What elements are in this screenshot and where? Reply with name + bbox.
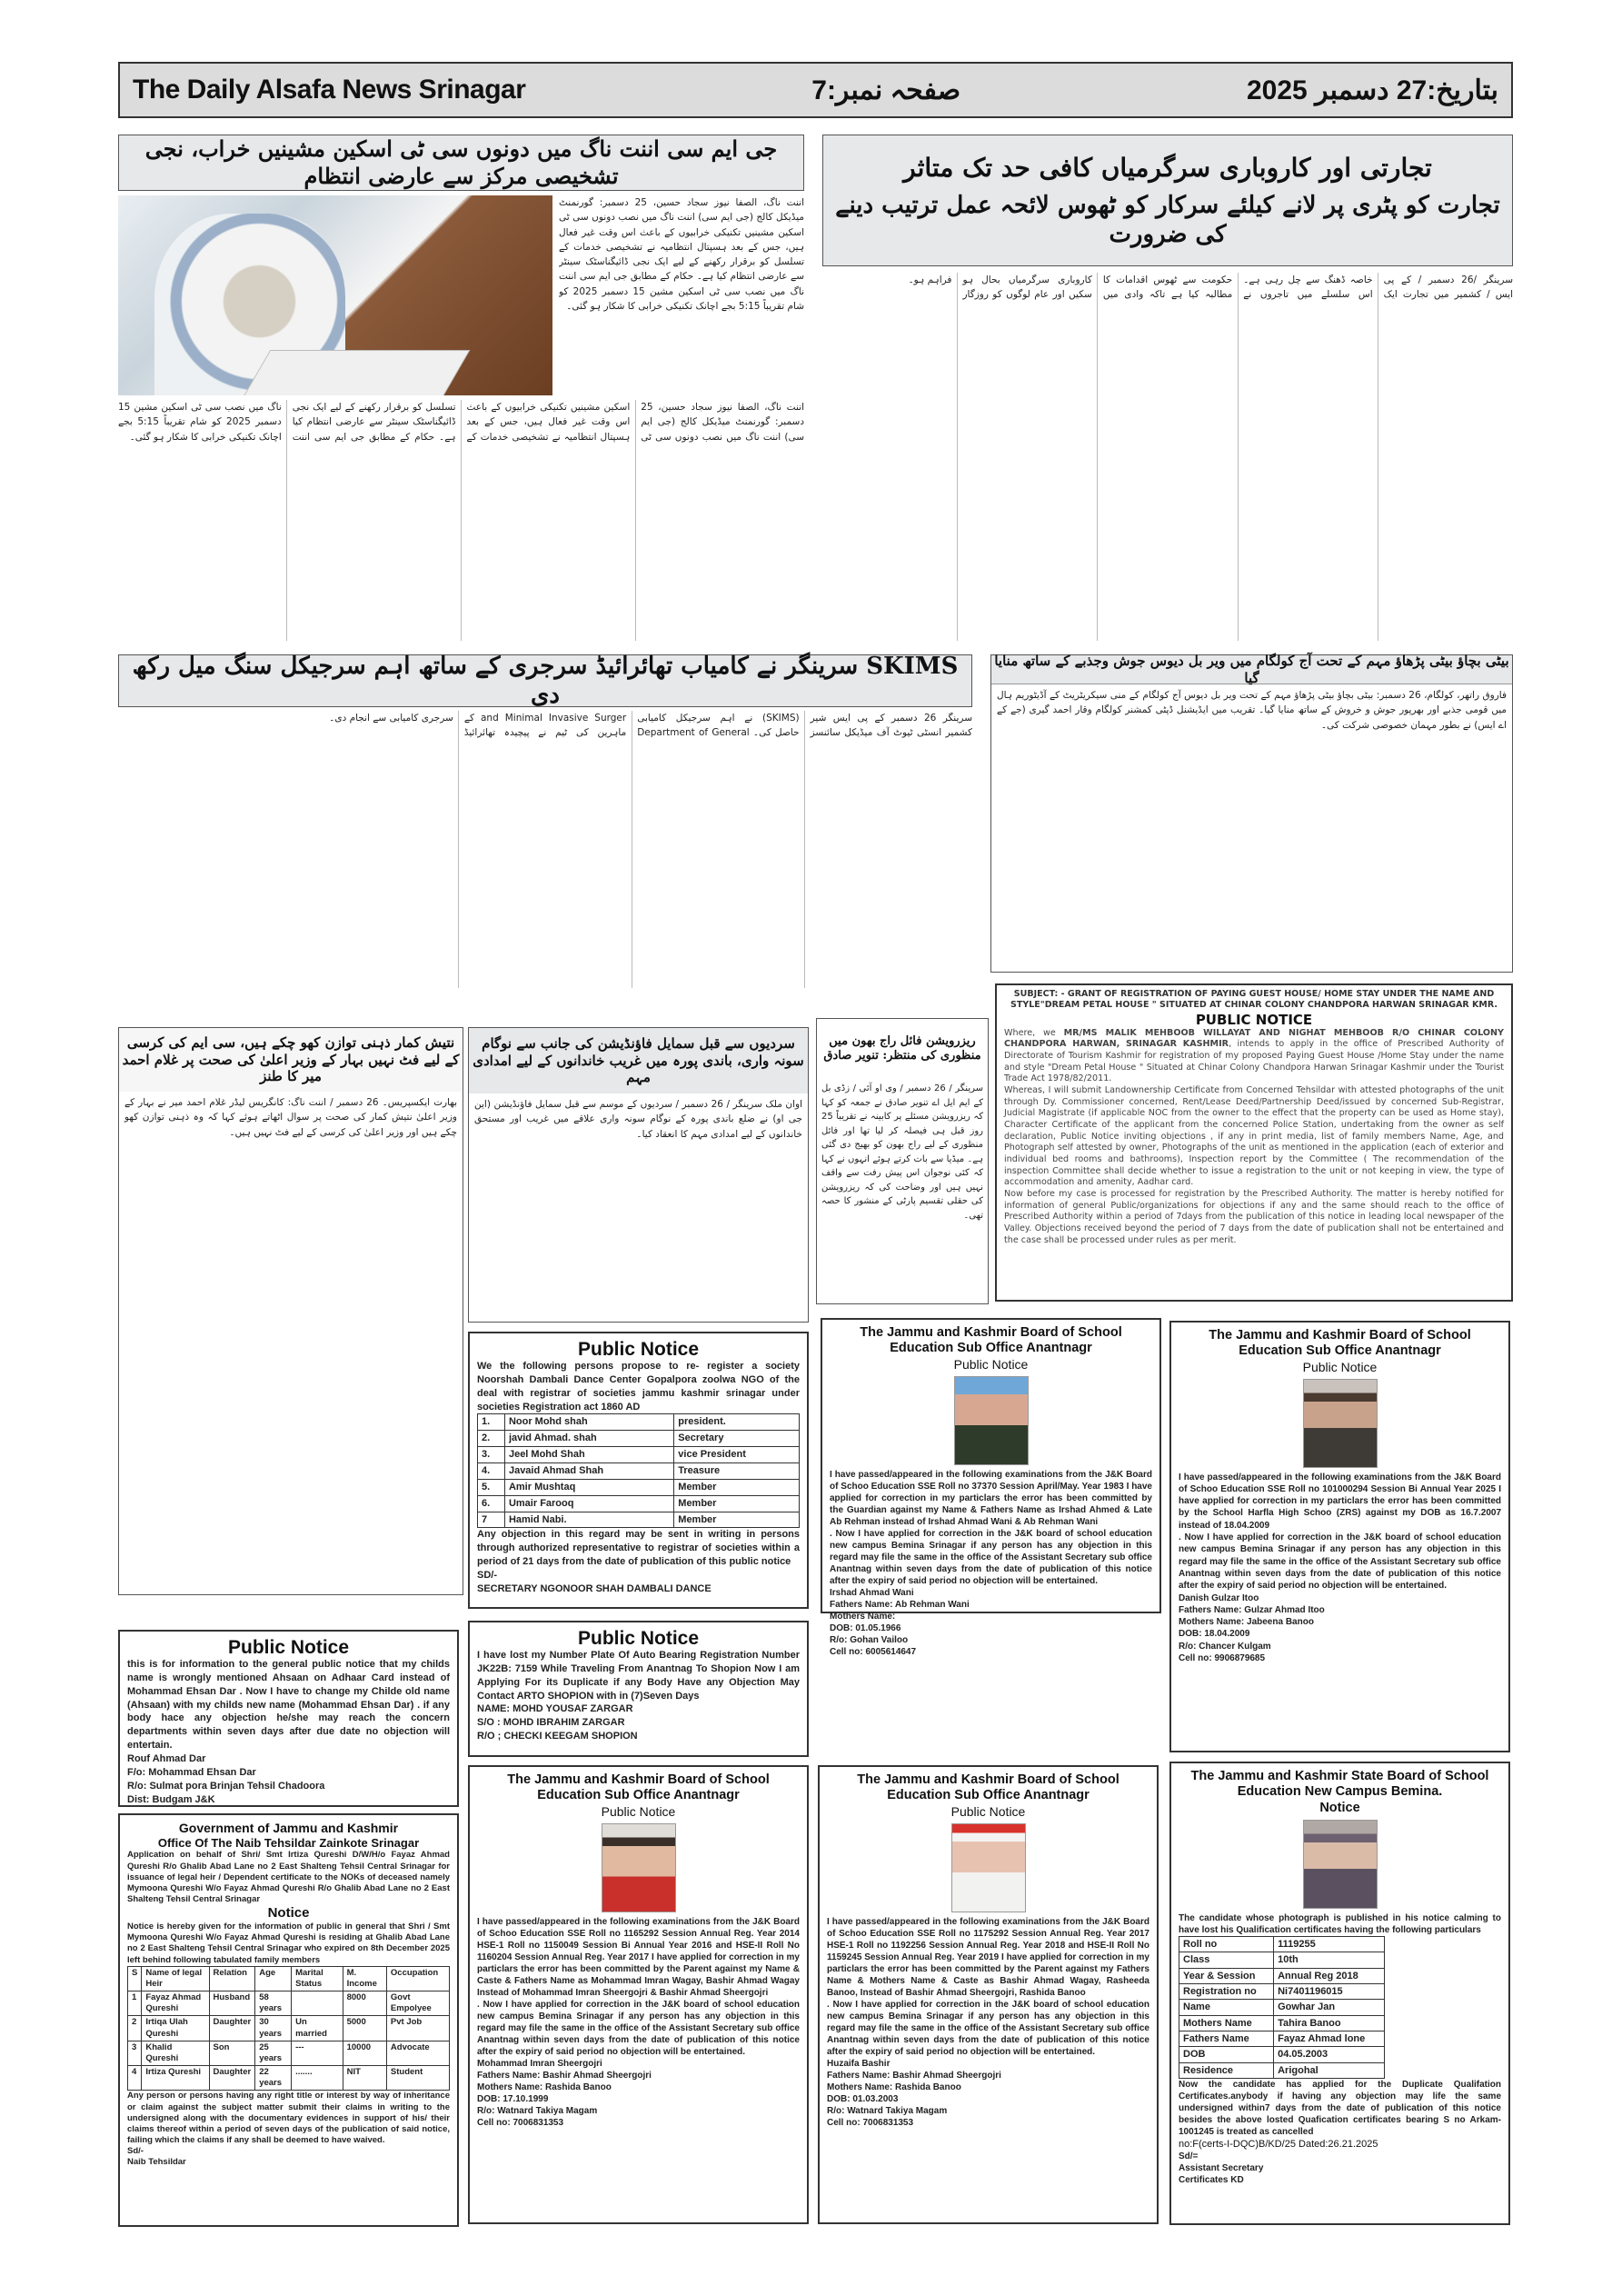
heirs-table (127, 1966, 450, 2091)
column-header: Relation (209, 1966, 255, 1991)
member-role: Treasure (674, 1463, 800, 1480)
headline-nitish: نتیش کمار ذہنی توازن کھو چکے ہیں، سی ایم کی کرسی کے لیے فٹ نہیں بہار کے وزیر اعلیٰ کی صحت پر غلام احمد میر کا طنز (119, 1028, 463, 1092)
detail-line: F/o: Mohammad Ehsan Dar (127, 1766, 256, 1778)
article-body-reservation: سرینگر / 26 دسمبر / وی او آئی / زڈی بل کے ایم ایل اے تنویر صادق نے جمعہ کو کہا کہ ریزرویشن مسئلے پر کابینہ نے تقریباً 25 روز قبل ہی فیصلہ کر لیا تھا اور فائل منظوری کے لیے راج بھون کو بھیج دی گئی ہے۔ میڈیا سے بات کرتے ہوئے انہوں نے کہا کہ کئی نوجوان اس پیش رفت سے واقف نہیں ہیں اور وضاحت کی کہ ریزرویشن کی حقلی تقسیم پارٹی کے منشور کا حصہ تھی۔ (821, 1083, 983, 1221)
detail-line: Rouf Ahmad Dar (127, 1753, 206, 1764)
field-label: DOB (1179, 2047, 1274, 2062)
detail-line: Danish Gulzar Itoo (1179, 1592, 1259, 1603)
field-value: Ni7401196015 (1274, 1984, 1385, 2000)
table-cell: 8000 (343, 1992, 386, 2016)
detail-line: R/o: Watnard Takiya Magam (827, 2105, 948, 2116)
column-header: Name of legal Heir (142, 1966, 209, 1991)
notice-jkbose-state (1169, 1762, 1510, 2225)
notice-body-2: . Now I have applied for correction in the J&K board of school education new campus Bemina Srinagar if any person has any objection in this regard may file the same in the office of the Assistant Secretary sub office Anantnag within seven days from the date of publication of this notice after the expiry of said period no objection will be entertained. (830, 1528, 1152, 1586)
detail-line: Mothers Name: Jabeena Banoo (1179, 1617, 1314, 1628)
headline-reservation: ریزرویشن فائل راج بھون میں منظوری کی منتظر: تنویر صادق (817, 1019, 988, 1079)
field-value: 1119255 (1274, 1937, 1385, 1952)
field-value: Tahira Banoo (1274, 2015, 1385, 2031)
signature: Naib Tehsildar (127, 2157, 186, 2168)
table-cell: 25 years (255, 2041, 292, 2065)
member-name: Jeel Mohd Shah (504, 1447, 673, 1463)
article-body-beti-bachao: فاروق راتھر، کولگام، 26 دسمبر: بیٹی بچاؤ بیٹی پڑھاؤ مہم کے تحت ویر بل دیوس آج کولگام کے منی سیکریٹریٹ کے آڈیٹوریم ہال میں قومی جذبے اور بھرپور جوش و خروش کے ساتھ منایا گیا۔ تقریب میں ایڈیشنل ڈپٹی کمشنر کولگام وقار احمد گیری (جے کے اے ایس) نے بطور مہمان خصوصی شرکت کی۔ (997, 690, 1507, 731)
signature: SECRETARY NGONOOR SHAH DAMBALI DANCE (477, 1582, 711, 1594)
notice-title: Public Notice (227, 1637, 350, 1658)
table-cell: 5000 (343, 2016, 386, 2041)
field-label: Roll no (1179, 1937, 1274, 1952)
article-body-gmc-ct-intro: اننت ناگ، الصفا نیوز سجاد حسین، 25 دسمبر: گورنمنٹ میڈیکل کالج (جی ایم سی) اننت ناگ میں نصب دونوں سی ٹی اسکین مشینیں تکنیکی خرابیوں کے باعث اس وقت غیر فعال ہیں، جس کے بعد ہسپتال انتظامیہ نے تشخیصی خدمات کے تسلسل کو برقرار رکھنے کے لیے ایک نجی ڈائیگناسٹک سینٹر سے عارضی انتظام کیا ہے۔ حکام کے مطابق جی ایم سی اننت ناگ میں نصب سی ٹی اسکین مشین 15 دسمبر 2025 کو شام تقریباً 5:15 بجے اچانک تکنیکی خرابی کا شکار ہو گئی۔ (559, 197, 804, 312)
member-no: 6. (478, 1495, 505, 1512)
table-cell: 58 years (255, 1992, 292, 2016)
detail-line: Fathers Name: Gulzar Ahmad Itoo (1179, 1604, 1325, 1615)
notice-body-2: . Now I have applied for correction in the J&K board of school education new campus Bemina Srinagar if any person has any objection in this regard may file the same in the office of the Assistant Secretary sub office Anantnag within seven days from the date of publication of this notice after the expiry of said period no objection will be entertained. (1179, 1532, 1501, 1592)
member-no: 1. (478, 1414, 505, 1431)
issue-date: بتاریخ:27 دسمبر 2025 (1247, 75, 1498, 105)
applicant-photo (1303, 1379, 1378, 1468)
member-role: Secretary (674, 1431, 800, 1447)
detail-line: Fathers Name: Ab Rehman Wani (830, 1599, 970, 1610)
member-name: Noor Mohd shah (504, 1414, 673, 1431)
article-body-smile-foundation: اوان ملک سرینگر / 26 دسمبر / سردیوں کے موسم سے قبل سمایل فاؤنڈیشن (این جی او) نے ضلع باندی پورہ کے نوگام سونہ واری علاقے میں غریب اور مستحق خاندانوں کے لیے امدادی مہم کا انعقاد کیا۔ (474, 1099, 802, 1140)
member-role: president. (674, 1414, 800, 1431)
headline-trade-line1: تجارتی اور کاروباری سرگرمیاں کافی حد تک متاثر (903, 152, 1432, 183)
gov-heading: Government of Jammu and Kashmir (178, 1821, 399, 1835)
notice-legal-heir (118, 1813, 459, 2227)
member-no: 7 (478, 1512, 505, 1528)
table-cell: Daughter (209, 2066, 255, 2091)
headline-gmc-ct: جی ایم سی اننت ناگ میں دونوں سی ٹی اسکین مشینیں خراب، نجی تشخیصی مرکز سے عارضی انتظام (118, 135, 804, 191)
table-cell: Husband (209, 1992, 255, 2016)
table-cell: Student (386, 2066, 449, 2091)
detail-line: Cell no: 7006831353 (477, 2117, 564, 2128)
applicant-photo (954, 1376, 1029, 1465)
table-cell: 1 (128, 1992, 142, 2016)
field-label: Class (1179, 1952, 1274, 1968)
table-row (478, 1479, 800, 1495)
detail-line: Cell no: 6005614647 (830, 1646, 917, 1657)
field-value: Annual Reg 2018 (1274, 1968, 1385, 1983)
board-heading: The Jammu and Kashmir Board of School Education Sub Office Anantnagr (857, 1772, 1119, 1803)
notice-body: I have lost my Number Plate Of Auto Bearing Registration Number JK22B: 7159 While Traveling From Anantnag To Shopion Now I am Applying For its Duplicate if any Body Have any Objection May Contact ARTO SHOPION with in (7)Seven Days (477, 1650, 800, 1702)
notice-title: PUBLIC NOTICE (1195, 1011, 1313, 1028)
member-no: 2. (478, 1431, 505, 1447)
table-row (128, 2016, 450, 2041)
detail-line: Cell no: 9906879685 (1179, 1653, 1266, 1664)
member-no: 5. (478, 1479, 505, 1495)
notice-subject: SUBJECT: - GRANT OF REGISTRATION OF PAYING GUEST HOUSE/ HOME STAY UNDER THE NAME AND STYLE"DREAM PETAL HOUSE " SITUATED AT CHINAR COLONY CHANDPORA HARWAN SRINAGAR KMR. (1010, 989, 1498, 1011)
table-row (478, 1431, 800, 1447)
table-row (1179, 2047, 1385, 2062)
table-cell: Daughter (209, 2016, 255, 2041)
signatory-2: Certificates KD (1179, 2175, 1244, 2186)
field-value: Arigohal (1274, 2062, 1385, 2078)
notice-para-1 (1004, 1028, 1504, 1085)
headline-trade (822, 135, 1513, 266)
notice-outro: Now the candidate has applied for the Duplicate Qualifation Certificates.anybody if having any objection may life the same undersigned within7 days from the date of publication of this notice besides the above losted Quafication certificates bearing S no Arkam-1001245 is treated as cancelled (1179, 2079, 1501, 2137)
notice-number-plate (468, 1621, 809, 1757)
notice-body-1: I have passed/appeared in the following examinations from the J&K Board of Schoo Education SSE Roll no 37370 Session April/May. Year 1983 I have applied for correction in my particlars the error has been committed by the Guardian against my Name & Fathers Name as Irshad Ahmed & Late Ab Rehman instead of Irshad Ahmad Wani & Ab Rehman Wani (830, 1469, 1152, 1527)
table-row (1179, 2000, 1385, 2015)
detail-line: Cell no: 7006831353 (827, 2117, 914, 2128)
notice-outro: Any objection in this regard may be sent in writing in persons through authorized representative to registrar of societies within a period of 21 days from the date of publication of this public notice (477, 1529, 800, 1568)
field-value: 10th (1274, 1952, 1385, 1968)
detail-line: DOB: 17.10.1999 (477, 2093, 549, 2104)
detail-line: Fathers Name: Bashir Ahmad Sheergojri (827, 2070, 1001, 2081)
article-beti-bachao (990, 654, 1513, 973)
detail-line: R/o: Gohan Vailoo (830, 1634, 909, 1645)
members-table (477, 1413, 800, 1528)
table-cell: Govt Empolyee (386, 1992, 449, 2016)
notice-title: Public Notice (953, 1356, 1029, 1372)
table-row (1179, 2031, 1385, 2046)
notice-body-1: I have passed/appeared in the following examinations from the J&K Board of Schoo Education SSE Roll no 1175292 Session Annual Reg. Year 2017 HSE-1 Roll no 1192256 Session Annual Reg. Year 2018 and HSE-II Roll No 1159245 Session Annual Reg. Year 2019 I have applied for correction in my particlars the error has been committed by the Parent against my Fathers Name & Mothers Name & Caste as Bashir Ahmad Wagay, Rasheeda Banoo, Instead of Bashir Ahmad Sheergojri, Rashida Banoo (827, 1916, 1149, 1998)
notice-title: Notice (267, 1905, 310, 1922)
notice-body-1: I have passed/appeared in the following examinations from the J&K Board of Schoo Education SSE Roll no 101000294 Session Bi Annual Year 2025 I have applied for correction in my particlars the error has been committed by the School Harfla High Schoo (ZRS) against my DOB as 16.7.2007 instead of 18.04.2009 (1179, 1472, 1501, 1531)
notice-title: Public Notice (577, 1339, 700, 1360)
article-body-nitish: بھارت ایکسپریس۔ 26 دسمبر / اننت ناگ: کانگریس لیڈر غلام احمد میر نے بہار کے وزیر اعلیٰ نتیش کمار کی صحت پر سوال اٹھاتے ہوئے کہا کہ وہ ذہنی توازن کھو چکے ہیں اور وزیر اعلیٰ کی کرسی کے لیے فٹ نہیں ہیں۔ (124, 1097, 457, 1138)
field-value: 04.05.2003 (1274, 2047, 1385, 2062)
board-heading: The Jammu and Kashmir State Board of School Education New Campus Bemina. (1190, 1769, 1489, 1800)
detail-line: Dist: Budgam J&K (127, 1793, 215, 1805)
notice-jkbose-3 (468, 1765, 809, 2224)
article-nitish (118, 1027, 463, 1595)
column-header: S (128, 1966, 142, 1991)
table-row (478, 1512, 800, 1528)
sd-label: Sd/= (1179, 2151, 1199, 2162)
table-cell: 4 (128, 2066, 142, 2091)
headline-beti-bachao: بیٹی بچاؤ بیٹی پڑھاؤ مہم کے تحت آج کولگام میں ویر بل دیوس جوش وجذبے کے ساتھ منایا گیا (991, 655, 1512, 684)
table-cell: Fayaz Ahmad Qureshi (142, 1992, 209, 2016)
column-header: Age (255, 1966, 292, 1991)
table-row (1179, 2062, 1385, 2078)
notice-title: Public Notice (601, 1803, 676, 1819)
notice-guest-house (995, 983, 1513, 1302)
article-body-trade: سرینگر /26 دسمبر / کے پی ایس / کشمیر میں تجارت ایک خاصہ ڈھنگ سے چل رہی ہے۔ اس سلسلے میں تاجروں نے حکومت سے ٹھوس اقدامات کا مطالبہ کیا ہے تاکہ وادی میں کاروباری سرگرمیاں بحال ہو سکیں اور عام لوگوں کو روزگار فراہم ہو۔ (908, 275, 1513, 301)
field-label: Year & Session (1179, 1968, 1274, 1983)
masthead (118, 62, 1513, 118)
headline-skims: SKIMS سرینگر نے کامیاب تھائرائیڈ سرجری کے ساتھ اہم سرجیکل سنگ میل رکھ دی (118, 654, 972, 707)
table-cell: Khalid Qureshi (142, 2041, 209, 2065)
page-number: صفحہ نمبر:7 (811, 75, 961, 105)
table-cell: Advocate (386, 2041, 449, 2065)
applicant-photo (951, 1823, 1026, 1912)
detail-line: Mothers Name: Rashida Banoo (827, 2081, 961, 2092)
table-row (1179, 1984, 1385, 2000)
table-cell: ....... (292, 2066, 343, 2091)
table-cell: 3 (128, 2041, 142, 2065)
notice-body-2: . Now I have applied for correction in the J&K board of school education new campus Bemina Srinagar if any person has any objection in this regard may file the same in the office of the Assistant Secretary sub office Anantnag within seven days from the date of publication of this notice after the expiry of said period no objection will be entertained. (827, 1999, 1149, 2057)
table-row (478, 1414, 800, 1431)
detail-line: R/o: Sulmat pora Brinjan Tehsil Chadoora (127, 1780, 325, 1792)
column-header: Occupation (386, 1966, 449, 1991)
member-name: Hamid Nabi. (504, 1512, 673, 1528)
candidate-photo (1303, 1820, 1378, 1909)
notice-name-change (118, 1630, 459, 1807)
member-no: 4. (478, 1463, 505, 1480)
table-cell: Irtiqa Ulah Qureshi (142, 2016, 209, 2041)
detail-line: DOB: 18.04.2009 (1179, 1629, 1250, 1640)
detail-line: R/o: Watnard Takiya Magam (477, 2105, 598, 2116)
table-cell: Un married (292, 2016, 343, 2041)
reference-number: no:F(certs-I-DQC)B/KD/25 Dated:26.21.2025 (1179, 2138, 1378, 2150)
table-cell: NIT (343, 2066, 386, 2091)
table-cell: Irtiza Qureshi (142, 2066, 209, 2091)
detail-line: Irshad Ahmad Wani (830, 1587, 914, 1598)
headline-smile-foundation: سردیوں سے قبل سمایل فاؤنڈیشن کی جانب سے نوگام سونہ واری، باندی پورہ میں غریب خاندانوں کے لیے امدادی مہم (469, 1028, 808, 1093)
member-role: Member (674, 1495, 800, 1512)
detail-line: Mothers Name: (830, 1611, 896, 1622)
notice-para-2: Whereas, I will submit Landownership Certificate from Concerned Tehsildar with attested photographs of the unit through Dy. Commissioner concerned, Rent/Lease Deed/Partnership Deed/issued by concerned Sub-Registrar, Judicial Magistrate (if applicable NOC from the owner to the effect that the property can be used as Home stay), Character Certificate of the applicant from the concerned Police Station, undertaking from the owner as self declaration, Public Notice inviting objections , if any in print media, list of family members Name, Age, and Photograph self attested by owner, Photographs of the unit as mentioned in the application (each of exterior and individual bed rooms and bathrooms), Inspection report by the Committee ( The recommendation of the inspection Committee shall decide whether to issue a registration to the unit or not keeping in view, the type of accommodation and amenity, Aadhar card. (1004, 1084, 1504, 1188)
field-value: Fayaz Ahmad lone (1274, 2031, 1385, 2046)
member-name: Amir Mushtaq (504, 1479, 673, 1495)
notice-intro: The candidate whose photograph is published in his notice calming to have lost his Qualification certificates having the following particulars (1179, 1913, 1501, 1936)
notice-title: Public Notice (577, 1628, 700, 1649)
sd-label: Sd/- (127, 2146, 144, 2157)
column-header: Marital Status (292, 1966, 343, 1991)
article-body-gmc-ct: اننت ناگ، الصفا نیوز سجاد حسین، 25 دسمبر: گورنمنٹ میڈیکل کالج (جی ایم سی) اننت ناگ میں نصب دونوں سی ٹی اسکین مشینیں تکنیکی خرابیوں کے باعث اس وقت غیر فعال ہیں، جس کے بعد ہسپتال انتظامیہ نے تشخیصی خدمات کے تسلسل کو برقرار رکھنے کے لیے ایک نجی ڈائیگناسٹک سینٹر سے عارضی انتظام کیا ہے۔ حکام کے مطابق جی ایم سی اننت ناگ میں نصب سی ٹی اسکین مشین 15 دسمبر 2025 کو شام تقریباً 5:15 بجے اچانک تکنیکی خرابی کا شکار ہو گئی۔ (118, 402, 804, 443)
headline-trade-line2: تجارت کو پٹری پر لانے کیلئے سرکار کو ٹھوس لائحہ عمل ترتیب دینے کی ضرورت (835, 191, 1500, 248)
notice-body-1: I have passed/appeared in the following examinations from the J&K Board of Schoo Education SSE Roll no 1165292 Session Annual Reg. Year 2014 HSE-1 Roll no 1150049 Session Bi Annual Year 2016 and HSE-II Roll No 1160204 Session Annual Reg. Year 2017 I have applied for correction in my particlars the error has been committed by the Parent against my Name & Caste & Fathers Name as Mohammad Imran Wagay, Bashir Ahmad Wagay Instead of Mohammad Imran Sheergojri & Bashir Ahmad Sheergojri (477, 1916, 800, 1998)
table-cell: --- (292, 2041, 343, 2065)
notice-body: Notice is hereby given for the information of public in general that Shri / Smt Mymoona Qureshi W/o Fayaz Ahmad Qureshi is residing at Ghalib Abad Lane no 2 East Shalteng Tehsil Central Srinagar who expired on 8th December 2025 left behind following tabulated family members (127, 1922, 450, 1965)
applicant-names: MR/MS MALIK MEHBOOB WILLAYAT AND NIGHAT MEHBOOB R/O CHINAR COLONY CHANDPORA HARWAN, SRINAGAR KASHMIR (1004, 1027, 1504, 1050)
field-label: Name (1179, 2000, 1274, 2015)
application-text: Application on behalf of Shri/ Smt Irtiza Qureshi D/W/H/o Fayaz Ahmad Qureshi R/o Ghalib Abad Lane no 2 East Shalteng Tehsil Central Srinagar for issuance of legal heir / Dependent certificate to the NOKs of deceased namely Mymoona Qureshi W/o Fayaz Ahmad Qureshi R/o Ghalib Abad Lane no 2 East Shalteng Tehsil Central Srinagar (127, 1850, 450, 1905)
notice-para-3: Now before my case is processed for registration by the Prescribed Authority. The matter is hereby notified for information of general Public/organizations for objections if any and the same should reach to the office of Prescribed Authority within a period of 7days from the publication of this notice in leading local newspaper of the Valley. Objections received beyond the period of 7 days from the date of publication shall not be entertained and the case shall be processed under rules as per merit. (1004, 1188, 1504, 1245)
detail-line: Huzaifa Bashir (827, 2058, 891, 2069)
detail-line: DOB: 01.03.2003 (827, 2093, 899, 2104)
notice-intro: We the following persons propose to re- register a society Noorshah Dambali Dance Center Gopalpora zoolwa NGO of the deal with registrar of societies jammu kashmir srinagar under societies Registration act 1860 AD (477, 1361, 800, 1413)
table-cell: 22 years (255, 2066, 292, 2091)
notice-body: this is for information to the general public notice that my childs name is wrongly mentioned Ahsaan on Adhaar Card instead of Mohammad Ehsan Dar . Now I have to change my Childe old name (Ahsaan) with my childs new name (Mohammad Ehsan Dar) . if any body hace any objection he/she may reach the concern departments within seven days after due date no objection will entertain. (127, 1659, 450, 1752)
table-header-row (128, 1966, 450, 1991)
member-name: javid Ahmad. shah (504, 1431, 673, 1447)
scanner-bed-graphic (239, 350, 471, 395)
board-heading: The Jammu and Kashmir Board of School Education Sub Office Anantnagr (860, 1325, 1122, 1356)
table-row (1179, 2015, 1385, 2031)
article-body-skims: سرینگر 26 دسمبر کے پی ایس شیر کشمیر انسٹی ٹیوٹ آف میڈیکل سائنسز (SKIMS) نے اہم سرجیکل کامیابی حاصل کی۔ Department of General and Minimal Invasive Surger کے ماہرین کی ٹیم نے پیچیدہ تھائرائیڈ سرجری کامیابی سے انجام دی۔ (329, 713, 972, 739)
detail-line: Mothers Name: Rashida Banoo (477, 2081, 612, 2092)
notice-society (468, 1332, 809, 1609)
table-row (478, 1495, 800, 1512)
table-cell (292, 1992, 343, 2016)
notice-title: Public Notice (950, 1803, 1026, 1819)
notice-title: Public Notice (1302, 1359, 1378, 1374)
column-header: M. Income (343, 1966, 386, 1991)
office-heading: Office Of The Naib Tehsildar Zainkote Srinagar (157, 1835, 420, 1850)
table-cell: 2 (128, 2016, 142, 2041)
detail-line: R/o: Chancer Kulgam (1179, 1641, 1271, 1652)
table-cell: 30 years (255, 2016, 292, 2041)
ct-scanner-photo (118, 195, 552, 395)
table-row (1179, 1968, 1385, 1983)
member-role: Member (674, 1479, 800, 1495)
board-heading: The Jammu and Kashmir Board of School Education Sub Office Anantnagr (1209, 1328, 1471, 1359)
table-row (1179, 1937, 1385, 1952)
detail-line: S/O : MOHD IBRAHIM ZARGAR (477, 1717, 625, 1729)
detail-line: NAME: MOHD YOUSAF ZARGAR (477, 1703, 633, 1715)
member-role: Member (674, 1512, 800, 1528)
table-row (128, 2041, 450, 2065)
member-no: 3. (478, 1447, 505, 1463)
member-name: Javaid Ahmad Shah (504, 1463, 673, 1480)
particulars-table (1179, 1936, 1385, 2079)
article-reservation (816, 1018, 989, 1304)
field-value: Gowhar Jan (1274, 2000, 1385, 2015)
member-name: Umair Farooq (504, 1495, 673, 1512)
notice-jkbose-1 (821, 1318, 1161, 1657)
notice-jkbose-2 (1169, 1321, 1510, 1752)
para-rest: , intends to apply in the office of Prescribed Authority of Directorate of Tourism Kashmir for registration of my proposed Paying Guest House /Home Stay under the name and style "Dream Petal House " Situated at Chinar Colony Chandpora Harwan Srinagar Kashmir under the Tourist Trade Act 1978/82/2011. (1004, 1039, 1504, 1084)
applicant-photo (602, 1823, 676, 1912)
detail-line: DOB: 01.05.1966 (830, 1622, 901, 1633)
member-role: vice President (674, 1447, 800, 1463)
table-row (478, 1447, 800, 1463)
field-label: Fathers Name (1179, 2031, 1274, 2046)
table-cell: 10000 (343, 2041, 386, 2065)
field-label: Mothers Name (1179, 2015, 1274, 2031)
table-cell: Son (209, 2041, 255, 2065)
notice-body-2: . Now I have applied for correction in the J&K board of school education new campus Bemina Srinagar if any person has any objection in this regard may file the same in the office of the Assistant Secretary sub office Anantnag within seven days from the date of publication of this notice after the expiry of said period no objection will be entertained. (477, 1999, 800, 2057)
table-cell: Pvt Job (386, 2016, 449, 2041)
detail-line: Fathers Name: Bashir Ahmad Sheergojri (477, 2070, 652, 2081)
detail-line: R/O ; CHECKI KEEGAM SHOPION (477, 1731, 638, 1742)
newspaper-title: The Daily Alsafa News Srinagar (133, 75, 526, 105)
para-prefix: Where, we (1004, 1027, 1064, 1038)
notice-footer: Any person or persons having any right title or interest by way of inheritance or claim against the subject matter submit their claims in writing to the undersigned along with the documentary evidences in support of his/ their claims thereof within a period of seven days of the publication of said notice, failing which the claims if any shall be deemed to have waived. (127, 2091, 450, 2145)
table-row (478, 1463, 800, 1480)
detail-line: Mohammad Imran Sheergojri (477, 2058, 602, 2069)
table-row (128, 1992, 450, 2016)
notice-title: Notice (1319, 1800, 1360, 1815)
field-label: Registration no (1179, 1984, 1274, 2000)
notice-jkbose-4 (818, 1765, 1159, 2224)
table-row (1179, 1952, 1385, 1968)
article-smile-foundation (468, 1027, 809, 1323)
field-label: Residence (1179, 2062, 1274, 2078)
signatory-1: Assistant Secretary (1179, 2163, 1264, 2174)
board-heading: The Jammu and Kashmir Board of School Education Sub Office Anantnagr (507, 1772, 770, 1803)
table-row (128, 2066, 450, 2091)
sd-label: SD/- (477, 1569, 497, 1581)
